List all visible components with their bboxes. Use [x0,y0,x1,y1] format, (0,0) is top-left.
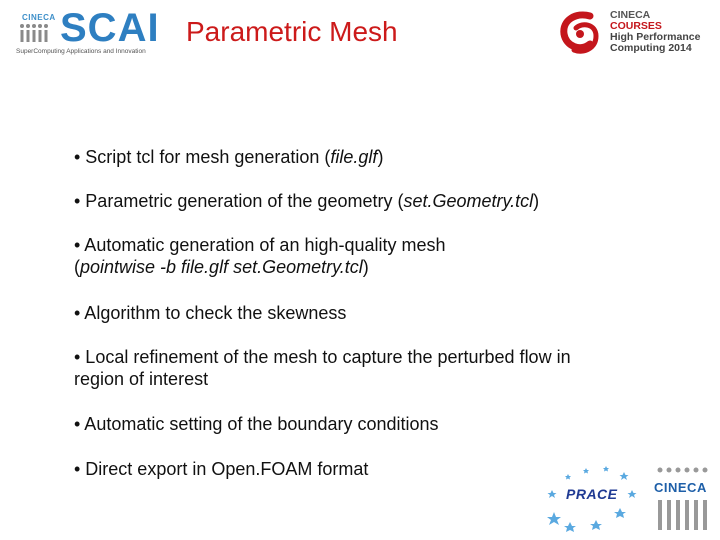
prace-logo-text: PRACE [566,486,618,502]
courses-line-hpc: High Performance [610,31,701,43]
courses-line-cineca: CINECA [610,9,651,21]
bullet-item: • Parametric generation of the geometry (set.Geometry.tcl) [74,191,540,211]
courses-swirl-icon [556,8,606,58]
scai-logo [8,6,164,54]
scai-tagline: SuperComputing Applications and Innovation [16,48,146,55]
bullet-item: • Local refinement of the mesh to capture the perturbed flow in region of interest [74,347,571,389]
courses-line-year: Computing 2014 [610,42,692,54]
courses-line-courses: COURSES [610,20,662,32]
courses-text [610,10,700,54]
cineca-small-logo-text: CINECA [22,13,56,22]
cineca-footer-logo [652,466,716,534]
cineca-courses-logo [556,8,716,58]
cineca-dots-icon [18,22,54,44]
bullet-item: • Script tcl for mesh generation (file.glf) [74,147,384,167]
bullet-item: • Direct export in Open.FOAM format [74,459,369,479]
scai-logo-text: SCAI [60,6,160,50]
bullet-item: • Automatic generation of an high-quality mesh (pointwise -b file.glf set.Geometry.tcl) [74,235,446,277]
cineca-footer-text: CINECA [654,480,707,495]
bullet-item: • Algorithm to check the skewness [74,303,347,323]
prace-logo [540,462,648,534]
bullet-item: • Automatic setting of the boundary conditions [74,414,439,434]
cineca-dots-icon [654,466,714,534]
page-title: Parametric Mesh [186,16,398,47]
